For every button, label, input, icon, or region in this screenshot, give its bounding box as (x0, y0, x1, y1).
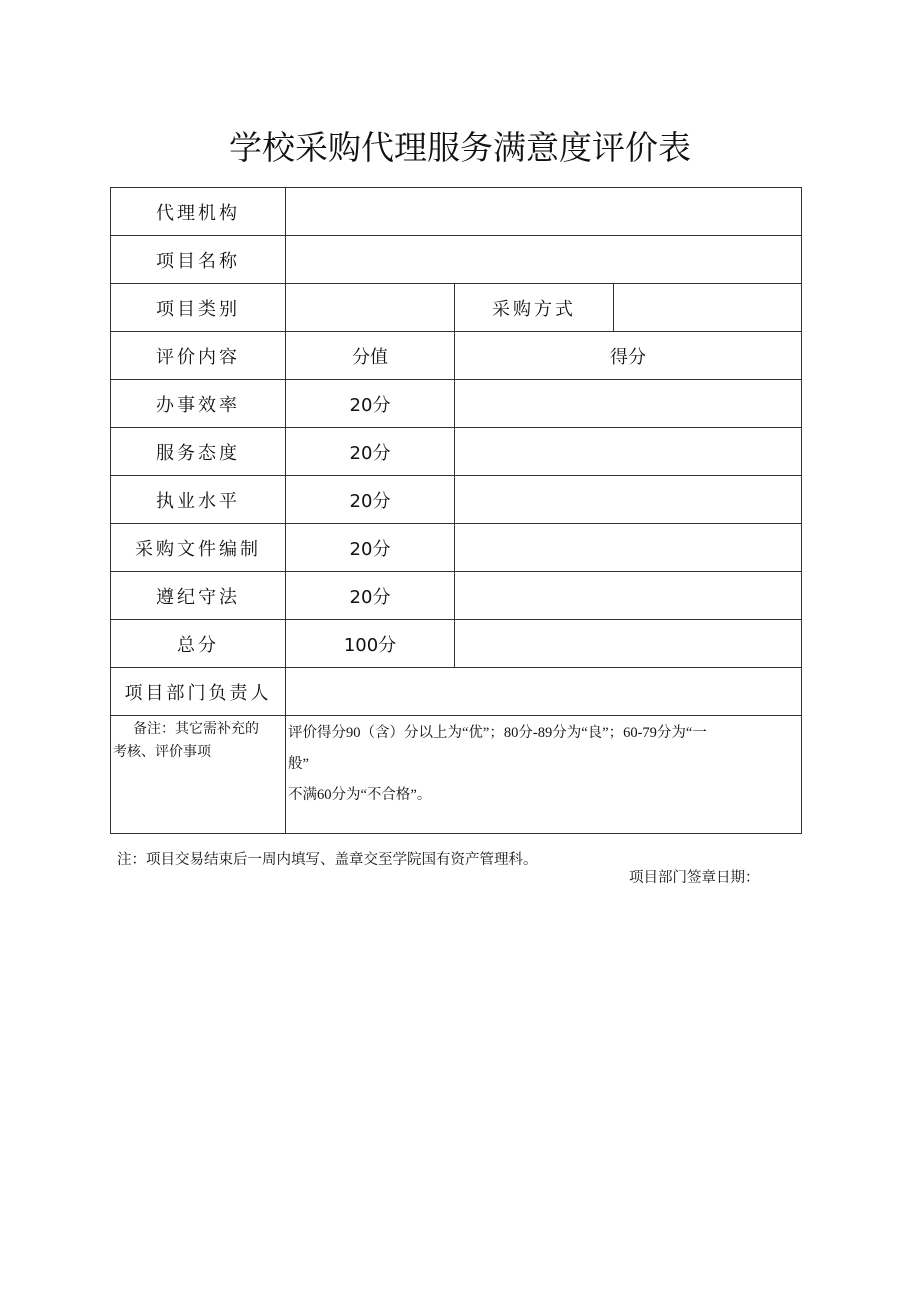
project-type-field[interactable] (286, 284, 455, 332)
total-points: 100分 (286, 620, 455, 668)
criterion-label: 办事效率 (111, 380, 286, 428)
header-points: 分值 (286, 332, 455, 380)
evaluation-form-table (110, 187, 802, 834)
remarks-text-line: 不满60分为“不合格”。 (288, 787, 432, 803)
manager-label: 项目部门负责人 (111, 668, 286, 716)
project-type-label: 项目类别 (111, 284, 286, 332)
procurement-method-label: 采购方式 (455, 284, 614, 332)
criterion-points: 20分 (286, 428, 455, 476)
page-title: 学校采购代理服务满意度评价表 (229, 128, 691, 167)
criterion-label: 执业水平 (111, 476, 286, 524)
table-row (111, 380, 802, 428)
remarks-label-line: 考核、评价事项 (113, 745, 211, 760)
project-name-row (111, 236, 802, 284)
criterion-label: 遵纪守法 (111, 572, 286, 620)
remarks-text-line: 评价得分90（含）分以上为“优”；80分-89分为“良”；60-79分为“一 (288, 725, 707, 741)
project-type-row (111, 284, 802, 332)
project-name-label: 项目名称 (111, 236, 286, 284)
agency-row (111, 188, 802, 236)
criterion-points: 20分 (286, 476, 455, 524)
agency-label: 代理机构 (111, 188, 286, 236)
footer-note: 注：项目交易结束后一周内填写、盖章交至学院国有资产管理科。 (117, 852, 538, 868)
criterion-points: 20分 (286, 380, 455, 428)
total-score-field[interactable] (455, 620, 802, 668)
criterion-label: 采购文件编制 (111, 524, 286, 572)
remarks-label (111, 716, 286, 834)
criterion-score-field[interactable] (455, 476, 802, 524)
table-row (111, 524, 802, 572)
table-row (111, 572, 802, 620)
score-header-row (111, 332, 802, 380)
sign-date-label: 项目部门签章日期： (629, 870, 760, 886)
agency-field[interactable] (286, 188, 802, 236)
total-row (111, 620, 802, 668)
total-label: 总分 (111, 620, 286, 668)
manager-row (111, 668, 802, 716)
criterion-label: 服务态度 (111, 428, 286, 476)
header-content: 评价内容 (111, 332, 286, 380)
remarks-label-line: 备注：其它需补充的 (133, 722, 259, 737)
criterion-score-field[interactable] (455, 524, 802, 572)
remarks-text-line: 般” (288, 756, 309, 772)
criterion-score-field[interactable] (455, 572, 802, 620)
criterion-points: 20分 (286, 524, 455, 572)
criterion-score-field[interactable] (455, 380, 802, 428)
criterion-points: 20分 (286, 572, 455, 620)
manager-field[interactable] (286, 668, 802, 716)
table-row (111, 476, 802, 524)
remarks-text (286, 716, 802, 834)
remarks-row (111, 716, 802, 834)
project-name-field[interactable] (286, 236, 802, 284)
criterion-score-field[interactable] (455, 428, 802, 476)
header-score: 得分 (455, 332, 802, 380)
table-row (111, 428, 802, 476)
procurement-method-field[interactable] (614, 284, 802, 332)
